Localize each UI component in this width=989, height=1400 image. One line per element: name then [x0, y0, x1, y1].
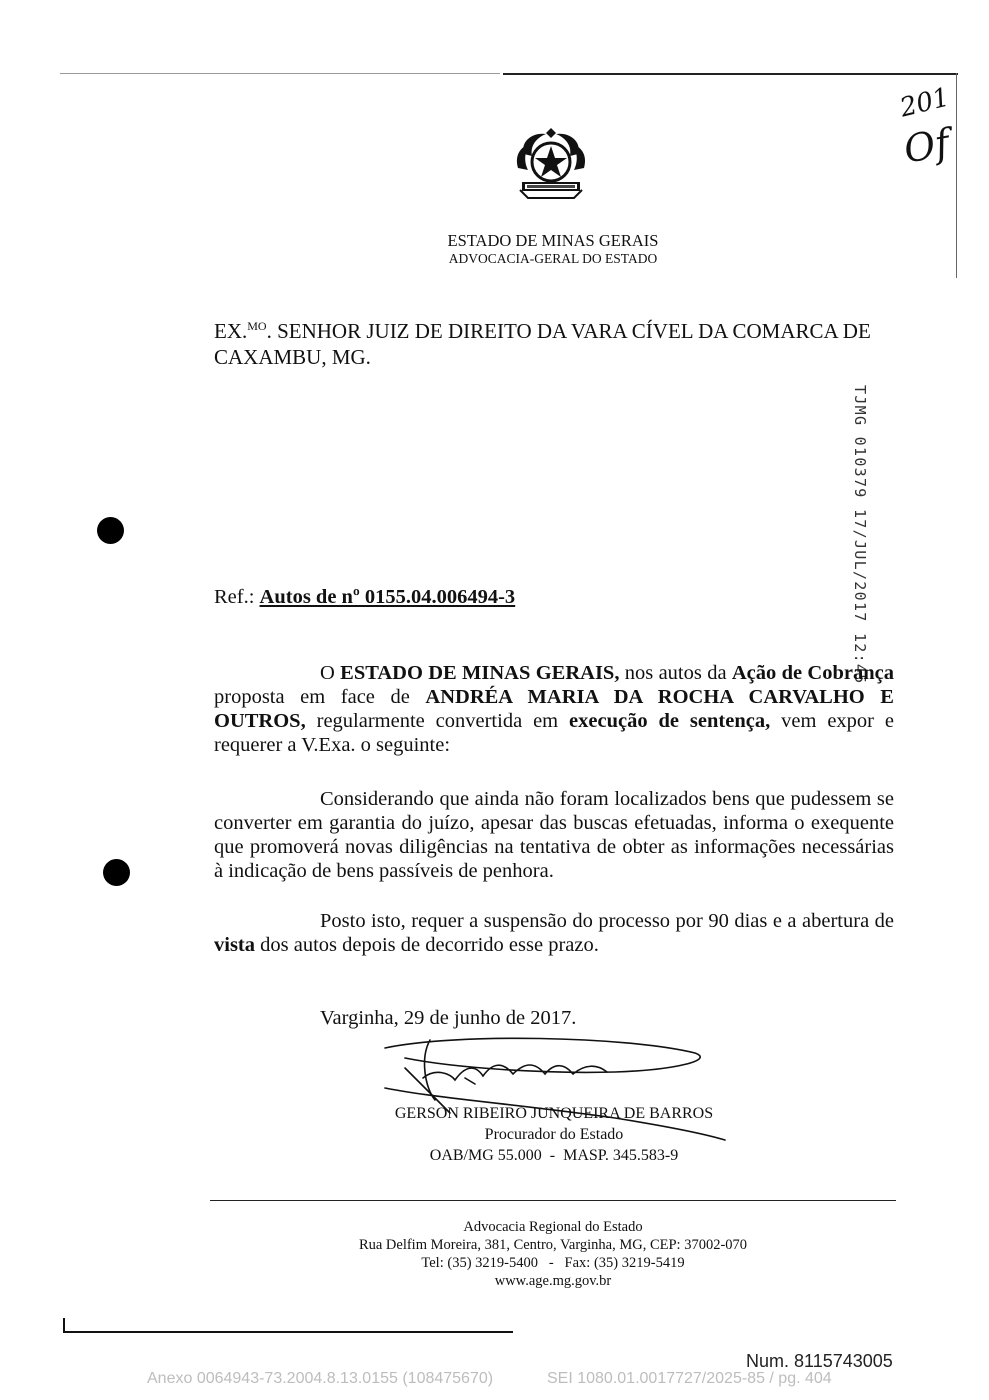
coat-of-arms-emblem	[510, 124, 592, 200]
paragraph-considering: Considerando que ainda não foram localizados bens que pudessem se converter em garantia do juízo, apesar das buscas efetuadas, informa o exequente que promoverá novas diligências na tentativa de obter as informações necessárias à indicação de bens passíveis de penhora.	[214, 788, 894, 882]
protocol-stamp: TJMG 010379 17/JUL/2017 12:45	[851, 385, 869, 685]
paragraph-request: Posto isto, requer a suspensão do processo por 90 dias e a abertura de vista dos autos depois de decorrido esse prazo.	[214, 910, 894, 956]
top-border-line-right	[503, 73, 958, 75]
signatory-block	[374, 1103, 734, 1166]
signatory-role: Procurador do Estado	[484, 1126, 624, 1143]
annex-reference: Anexo 0064943-73.2004.8.13.0155 (108475670)	[147, 1370, 494, 1387]
date-line: Varginha, 29 de junho de 2017.	[320, 1007, 577, 1029]
scan-corner-horizontal	[63, 1331, 513, 1333]
footer-address: Rua Delfim Moreira, 381, Centro, Varginha, MG, CEP: 37002-070	[358, 1237, 748, 1253]
footer-separator	[210, 1200, 896, 1201]
sei-reference: SEI 1080.01.0017727/2025-85 / pg. 404	[547, 1370, 832, 1387]
handwritten-page-number: 201	[897, 82, 953, 124]
agency-heading: ADVOCACIA-GERAL DO ESTADO	[448, 251, 658, 266]
top-border-line	[60, 73, 500, 74]
state-heading: ESTADO DE MINAS GERAIS	[447, 231, 659, 250]
signatory-name: GERSON RIBEIRO JUNQUEIRA DE BARROS	[394, 1105, 714, 1122]
signatory-ids: OAB/MG 55.000 - MASP. 345.583-9	[429, 1147, 679, 1164]
footer-phones: Tel: (35) 3219-5400 - Fax: (35) 3219-5419	[421, 1255, 685, 1271]
handwritten-initials: Of	[900, 120, 953, 172]
case-reference: Ref.: Autos de nº 0155.04.006494-3	[214, 586, 516, 608]
punch-hole-top	[97, 517, 124, 544]
document-number: Num. 8115743005	[746, 1351, 893, 1371]
right-border-line	[956, 73, 957, 278]
paragraph-intro: O ESTADO DE MINAS GERAIS, nos autos da Ação de Cobrança proposta em face de ANDRÉA MARIA DA ROCHA CARVALHO E OUTROS, regularmente convertida em execução de sentença, vem expor e requerer a V.Exa. o seguinte:	[214, 662, 895, 756]
addressee-line: EX.$^{MO}$. SENHOR JUIZ DE DIREITO DA VARA CÍVEL DA COMARCA DE CAXAMBU, MG.	[214, 319, 871, 369]
punch-hole-bottom	[103, 859, 130, 886]
footer-block	[208, 1218, 898, 1290]
footer-office: Advocacia Regional do Estado	[463, 1219, 643, 1235]
scan-corner-vertical	[63, 1318, 65, 1332]
footer-website: www.age.mg.gov.br	[494, 1273, 612, 1289]
